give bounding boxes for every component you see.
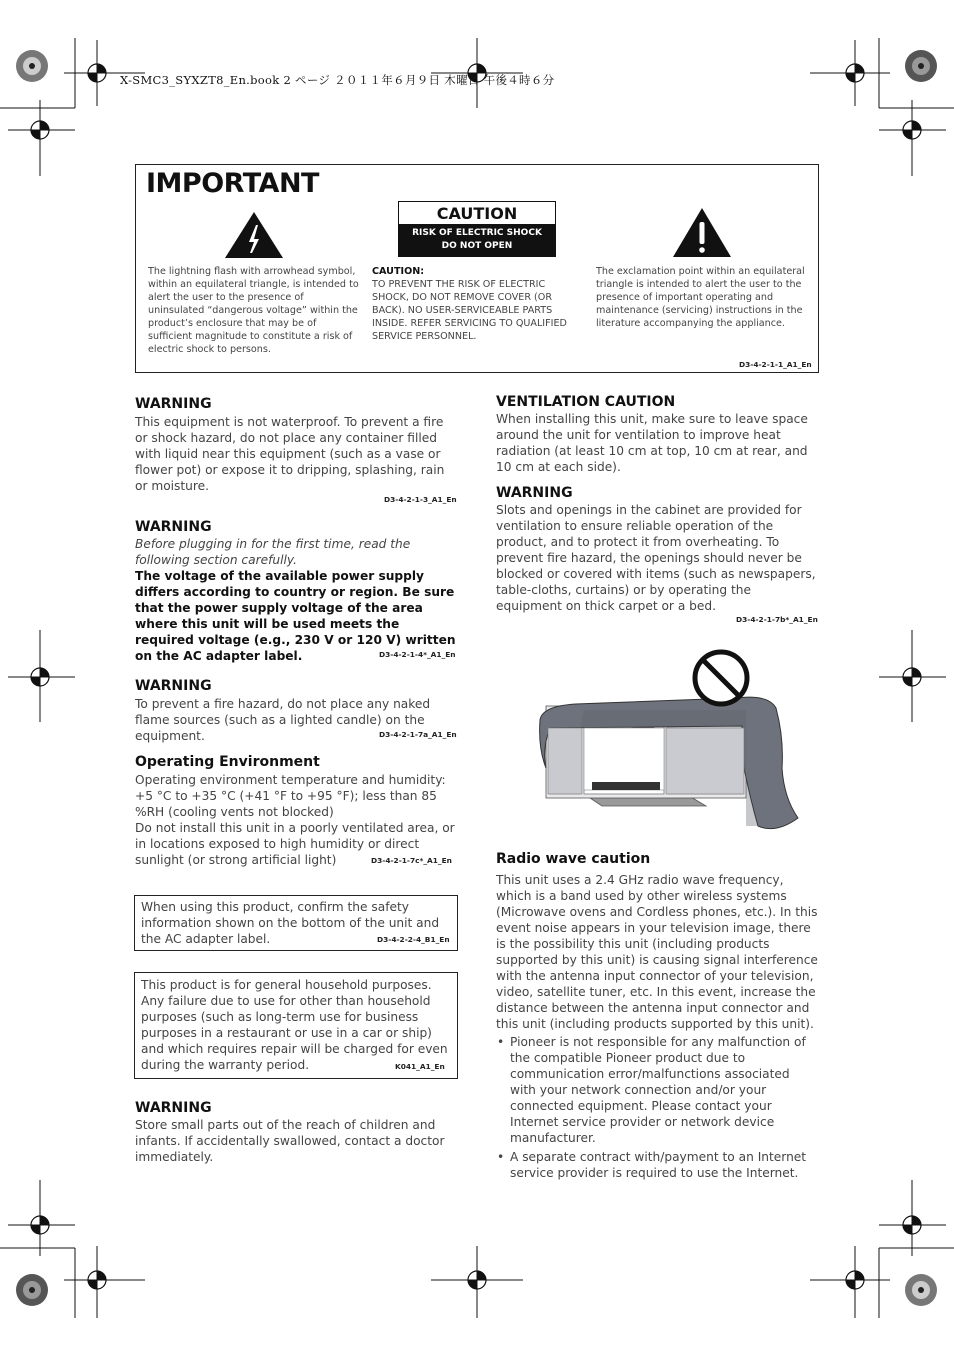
lightning-description: The lightning flash with arrowhead symbol, within an equilateral triangle, is intended to alert the user to the presence of uninsulated “dangerous voltage” within the product’s enclosure that may be of sufficient magnitude to constitute a risk of electric shock to persons.	[148, 266, 359, 355]
safety-info-code: D3-4-2-2-4_B1_En	[377, 935, 450, 944]
radio-wave-caution-text: This unit uses a 2.4 GHz radio wave frequency, which is a band used by other wireless systems (Microwave ovens and Cordless phones, etc.). In this event noise appears in your television image, there is the possibility this unit (including products supported by this unit) is causing signal interference with the antenna input connector of your television, video, satellite tuner, etc. In this event, increase the distance between the antenna input connector and this unit (including products supported by this unit).	[496, 873, 818, 1031]
warning2-bold-text: The voltage of the available power supply differs according to country or region. Be sure that the power supply voltage of the area where this unit will be used meets the required voltage (e.g., 230 V or 120 V) written on the AC adapter label.	[135, 569, 456, 663]
caution-sub-line-1: RISK OF ELECTRIC SHOCK	[412, 228, 542, 238]
warning3-title: WARNING	[135, 678, 212, 694]
household-purpose-code: K041_A1_En	[395, 1062, 445, 1071]
household-purpose-text: This product is for general household purposes. Any failure due to use for other than household purposes (such as long-term use for business purposes in a restaurant or use in a car or ship) and which requires repair will be charged for even during the warranty period.	[141, 978, 448, 1072]
lightning-triangle-icon	[224, 211, 284, 259]
important-code: D3-4-2-1-1_A1_En	[739, 360, 812, 369]
warning5-text: Slots and openings in the cabinet are provided for ventilation to ensure reliable operation of the product, and to protect it from overheating. To prevent fire hazard, the openings should never be blocked or covered with items (such as newspapers, table-cloths, curtains) or by operating the equipment on thick carpet or a bed.	[496, 503, 816, 613]
radio-wave-bullets	[496, 1034, 818, 1181]
warning5-code: D3-4-2-1-7b*_A1_En	[736, 615, 818, 624]
warning4-title: WARNING	[135, 1100, 212, 1116]
warning2-intro: Before plugging in for the first time, read the following section carefully.	[135, 537, 411, 567]
ventilation-caution-text: When installing this unit, make sure to leave space around the unit for ventilation to improve heat radiation (at least 10 cm at top, 10 cm at rear, and 10 cm at each side).	[496, 412, 808, 474]
caution-sublabel	[399, 224, 555, 256]
safety-info-text: When using this product, confirm the safety information shown on the bottom of the unit and the AC adapter label.	[141, 900, 440, 946]
warning1-code: D3-4-2-1-3_A1_En	[384, 495, 457, 504]
operating-environment-title: Operating Environment	[135, 754, 320, 770]
warning3-text: To prevent a fire hazard, do not place any naked flame sources (such as a lighted candle) on the equipment.	[135, 697, 431, 743]
warning3-code: D3-4-2-1-7a_A1_En	[379, 730, 457, 739]
covered-unit-illustration	[536, 648, 816, 838]
operating-environment-code: D3-4-2-1-7c*_A1_En	[371, 856, 452, 865]
exclamation-description: The exclamation point within an equilateral triangle is intended to alert the user to the presence of important operating and maintenance (servicing) instructions in the literature accompanying the appliance.	[596, 266, 805, 329]
caution-title: CAUTION:	[372, 266, 425, 277]
warning1-title: WARNING	[135, 396, 212, 412]
operating-environment-text2: Do not install this unit in a poorly ventilated area, or in locations exposed to high humidity or direct sunlight (or strong artificial light)	[135, 821, 455, 867]
warning4-text: Store small parts out of the reach of children and infants. If accidentally swallowed, contact a doctor immediately.	[135, 1118, 445, 1164]
warning2-title: WARNING	[135, 519, 212, 535]
operating-environment-text1: Operating environment temperature and humidity: +5 °C to +35 °C (+41 °F to +95 °F); less than 85 %RH (cooling vents not blocked)	[135, 773, 446, 819]
book-header-line: X-SMC3_SYXZT8_En.book 2 ページ ２０１１年６月９日 木曜日 午後４時６分	[120, 73, 555, 87]
warning5-title: WARNING	[496, 485, 573, 501]
caution-label-box	[398, 201, 556, 257]
caution-label: CAUTION	[399, 202, 555, 224]
warning1-text: This equipment is not waterproof. To prevent a fire or shock hazard, do not place any container filled with liquid near this equipment (such as a vase or flower pot) or expose it to dripping, splashing, rain or moisture.	[135, 415, 445, 493]
caution-sub-line-2: DO NOT OPEN	[441, 241, 513, 251]
ventilation-caution-title: VENTILATION CAUTION	[496, 394, 676, 410]
important-title: IMPORTANT	[146, 168, 319, 199]
exclamation-triangle-icon	[672, 207, 732, 258]
radio-wave-caution-title: Radio wave caution	[496, 851, 651, 867]
warning2-code: D3-4-2-1-4*_A1_En	[379, 650, 456, 659]
list-item: • A separate contract with/payment to an Internet service provider is required to use the Internet.	[496, 1149, 818, 1181]
caution-description: TO PREVENT THE RISK OF ELECTRIC SHOCK, DO NOT REMOVE COVER (OR BACK). NO USER-SERVICEABLE PARTS INSIDE. REFER SERVICING TO QUALIFIED SERVICE PERSONNEL.	[372, 279, 567, 342]
list-item: • Pioneer is not responsible for any malfunction of the compatible Pioneer product due to communication error/malfunctions associated with your network connection and/or your connected equipment. Please contact your Internet service provider or network device manufacturer.	[496, 1034, 818, 1146]
